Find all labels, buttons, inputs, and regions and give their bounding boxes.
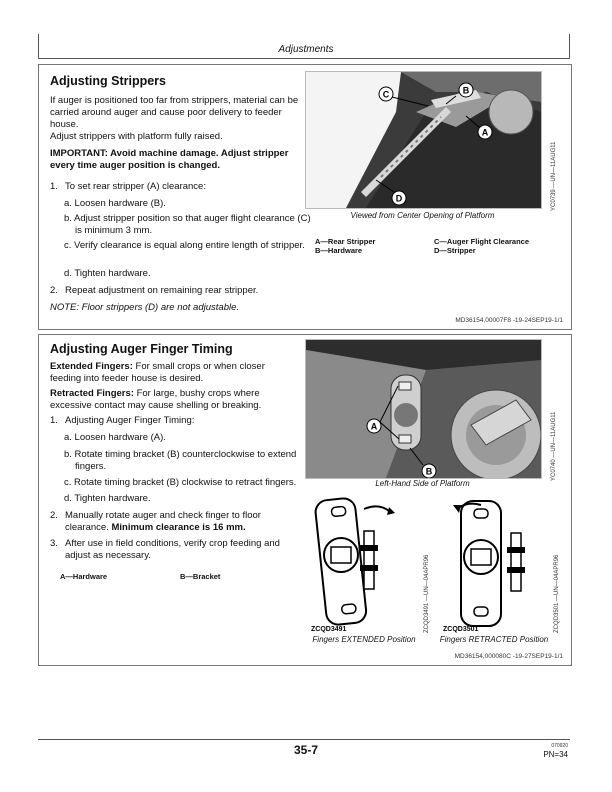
diagram-caption-extended: Fingers EXTENDED Position [312,635,416,644]
step-text: To set rear stripper (A) clearance: [65,181,206,192]
reference-code: MD36154,000080C -19-27SEP19-1/1 [454,653,563,660]
legend-d: D—Stripper [434,246,476,255]
step-number: 1. [50,415,58,426]
callout-label: A [370,421,378,432]
retracted-label: Retracted Fingers: [50,388,134,399]
figure-caption: Left-Hand Side of Platform [375,479,470,488]
step-text-bold: Minimum clearance is 16 mm. [111,521,246,533]
callout-label: B [462,85,470,96]
step-text: After use in field conditions, verify crop feeding and adjust as necessary. [65,538,280,561]
figure-caption: Viewed from Center Opening of Platform [350,211,495,220]
callout-a [478,125,492,139]
figure-id: YC0739 —UN—11AUG11 [551,141,557,211]
page-header-title: Adjustments [278,44,334,55]
platform-paragraph: Adjust strippers with platform fully raised. [50,131,223,142]
step-1b: b. Adjust stripper position so that auger flight clearance (C) is minimum 3 mm. [64,213,311,236]
callout-b [459,83,473,97]
reference-code: MD36154,00007F8 -19-24SEP19-1/1 [455,317,563,324]
stripper-illustration [306,72,541,208]
footer-divider [38,739,570,740]
legend-b: B—Bracket [180,572,221,581]
finger-timing-illustration [306,340,541,478]
footer-code: 070920 [551,743,568,749]
callout-a [367,419,381,433]
step-1c: c. Rotate timing bracket (B) clockwise to retract fingers. [64,477,297,488]
step-1 [50,415,300,427]
retracted-text: For large, bushy crops where excessive contact may cause shelling or breaking. [50,388,262,411]
step-text: Manually rotate auger and check finger to floor clearance. [65,510,261,533]
diagram-id-extended: ZCQD3491 —UN—04APR96 [424,554,430,633]
section-auger-finger-timing [38,334,572,666]
callout-b [422,464,436,478]
header-divider [38,58,570,59]
retracted-fingers-paragraph [50,388,290,412]
important-text: IMPORTANT: Avoid machine damage. Adjust stripper every time auger position is changed. [50,148,289,171]
note: NOTE: Floor strippers (D) are not adjustable. [50,302,240,313]
callout-d [392,191,406,205]
diagram-code: ZCQD3501 [443,626,479,633]
section-adjusting-strippers [38,64,572,330]
callout-label: B [425,466,433,477]
step-1d: d. Tighten hardware. [64,493,151,504]
diagram-code: ZCQD3491 [311,626,347,633]
callout-label: C [382,89,390,100]
legend-b: B—Hardware [315,246,363,255]
step-3 [50,538,290,562]
page-number: 35-7 [293,743,319,757]
section-title: Adjusting Strippers [50,74,166,88]
legend-a: A—Hardware [60,572,108,581]
step-2 [50,510,290,534]
extended-label: Extended Fingers: [50,361,133,372]
step-1b: b. Rotate timing bracket (B) counterclockwise to extend fingers. [64,449,297,472]
diagram-caption-retracted: Fingers RETRACTED Position [439,635,549,644]
callout-label: A [481,127,489,138]
callout-label: D [395,193,403,204]
stripper-photo [305,71,542,209]
step-1d: d. Tighten hardware. [64,268,151,279]
fingers-retracted-diagram [439,493,549,633]
step-text: Repeat adjustment on remaining rear stripper. [65,285,259,296]
step-text: Adjusting Auger Finger Timing: [65,415,195,426]
legend-a: A—Rear Stripper [315,237,376,246]
step-2 [50,285,300,297]
finger-timing-photo [305,339,542,479]
step-1a: a. Loosen hardware (A). [64,432,166,443]
section-title: Adjusting Auger Finger Timing [50,342,233,356]
extended-fingers-paragraph [50,361,290,385]
step-number: 2. [50,510,58,521]
pn-label: PN=34 [543,750,568,759]
important-notice [50,148,300,172]
fingers-extended-diagram [309,493,419,633]
intro-paragraph: If auger is positioned too far from strippers, material can be carried around auger and cause poor delivery to feeder house. [50,95,299,130]
step-1a: a. Loosen hardware (B). [64,198,166,209]
diagram-id-retracted: ZCQD3501 —UN—04APR96 [554,554,560,633]
step-1c: c. Verify clearance is equal along entire length of stripper. [64,240,305,251]
extended-text: For small crops or when closer feeding into feeder house is desired. [50,361,265,384]
callout-c [379,87,393,101]
step-number: 1. [50,181,58,192]
step-number: 3. [50,538,58,549]
step-number: 2. [50,285,58,296]
figure-id: YC0740 —UN—11AUG11 [551,411,557,481]
step-1 [50,181,300,193]
legend-c: C—Auger Flight Clearance [434,237,530,246]
